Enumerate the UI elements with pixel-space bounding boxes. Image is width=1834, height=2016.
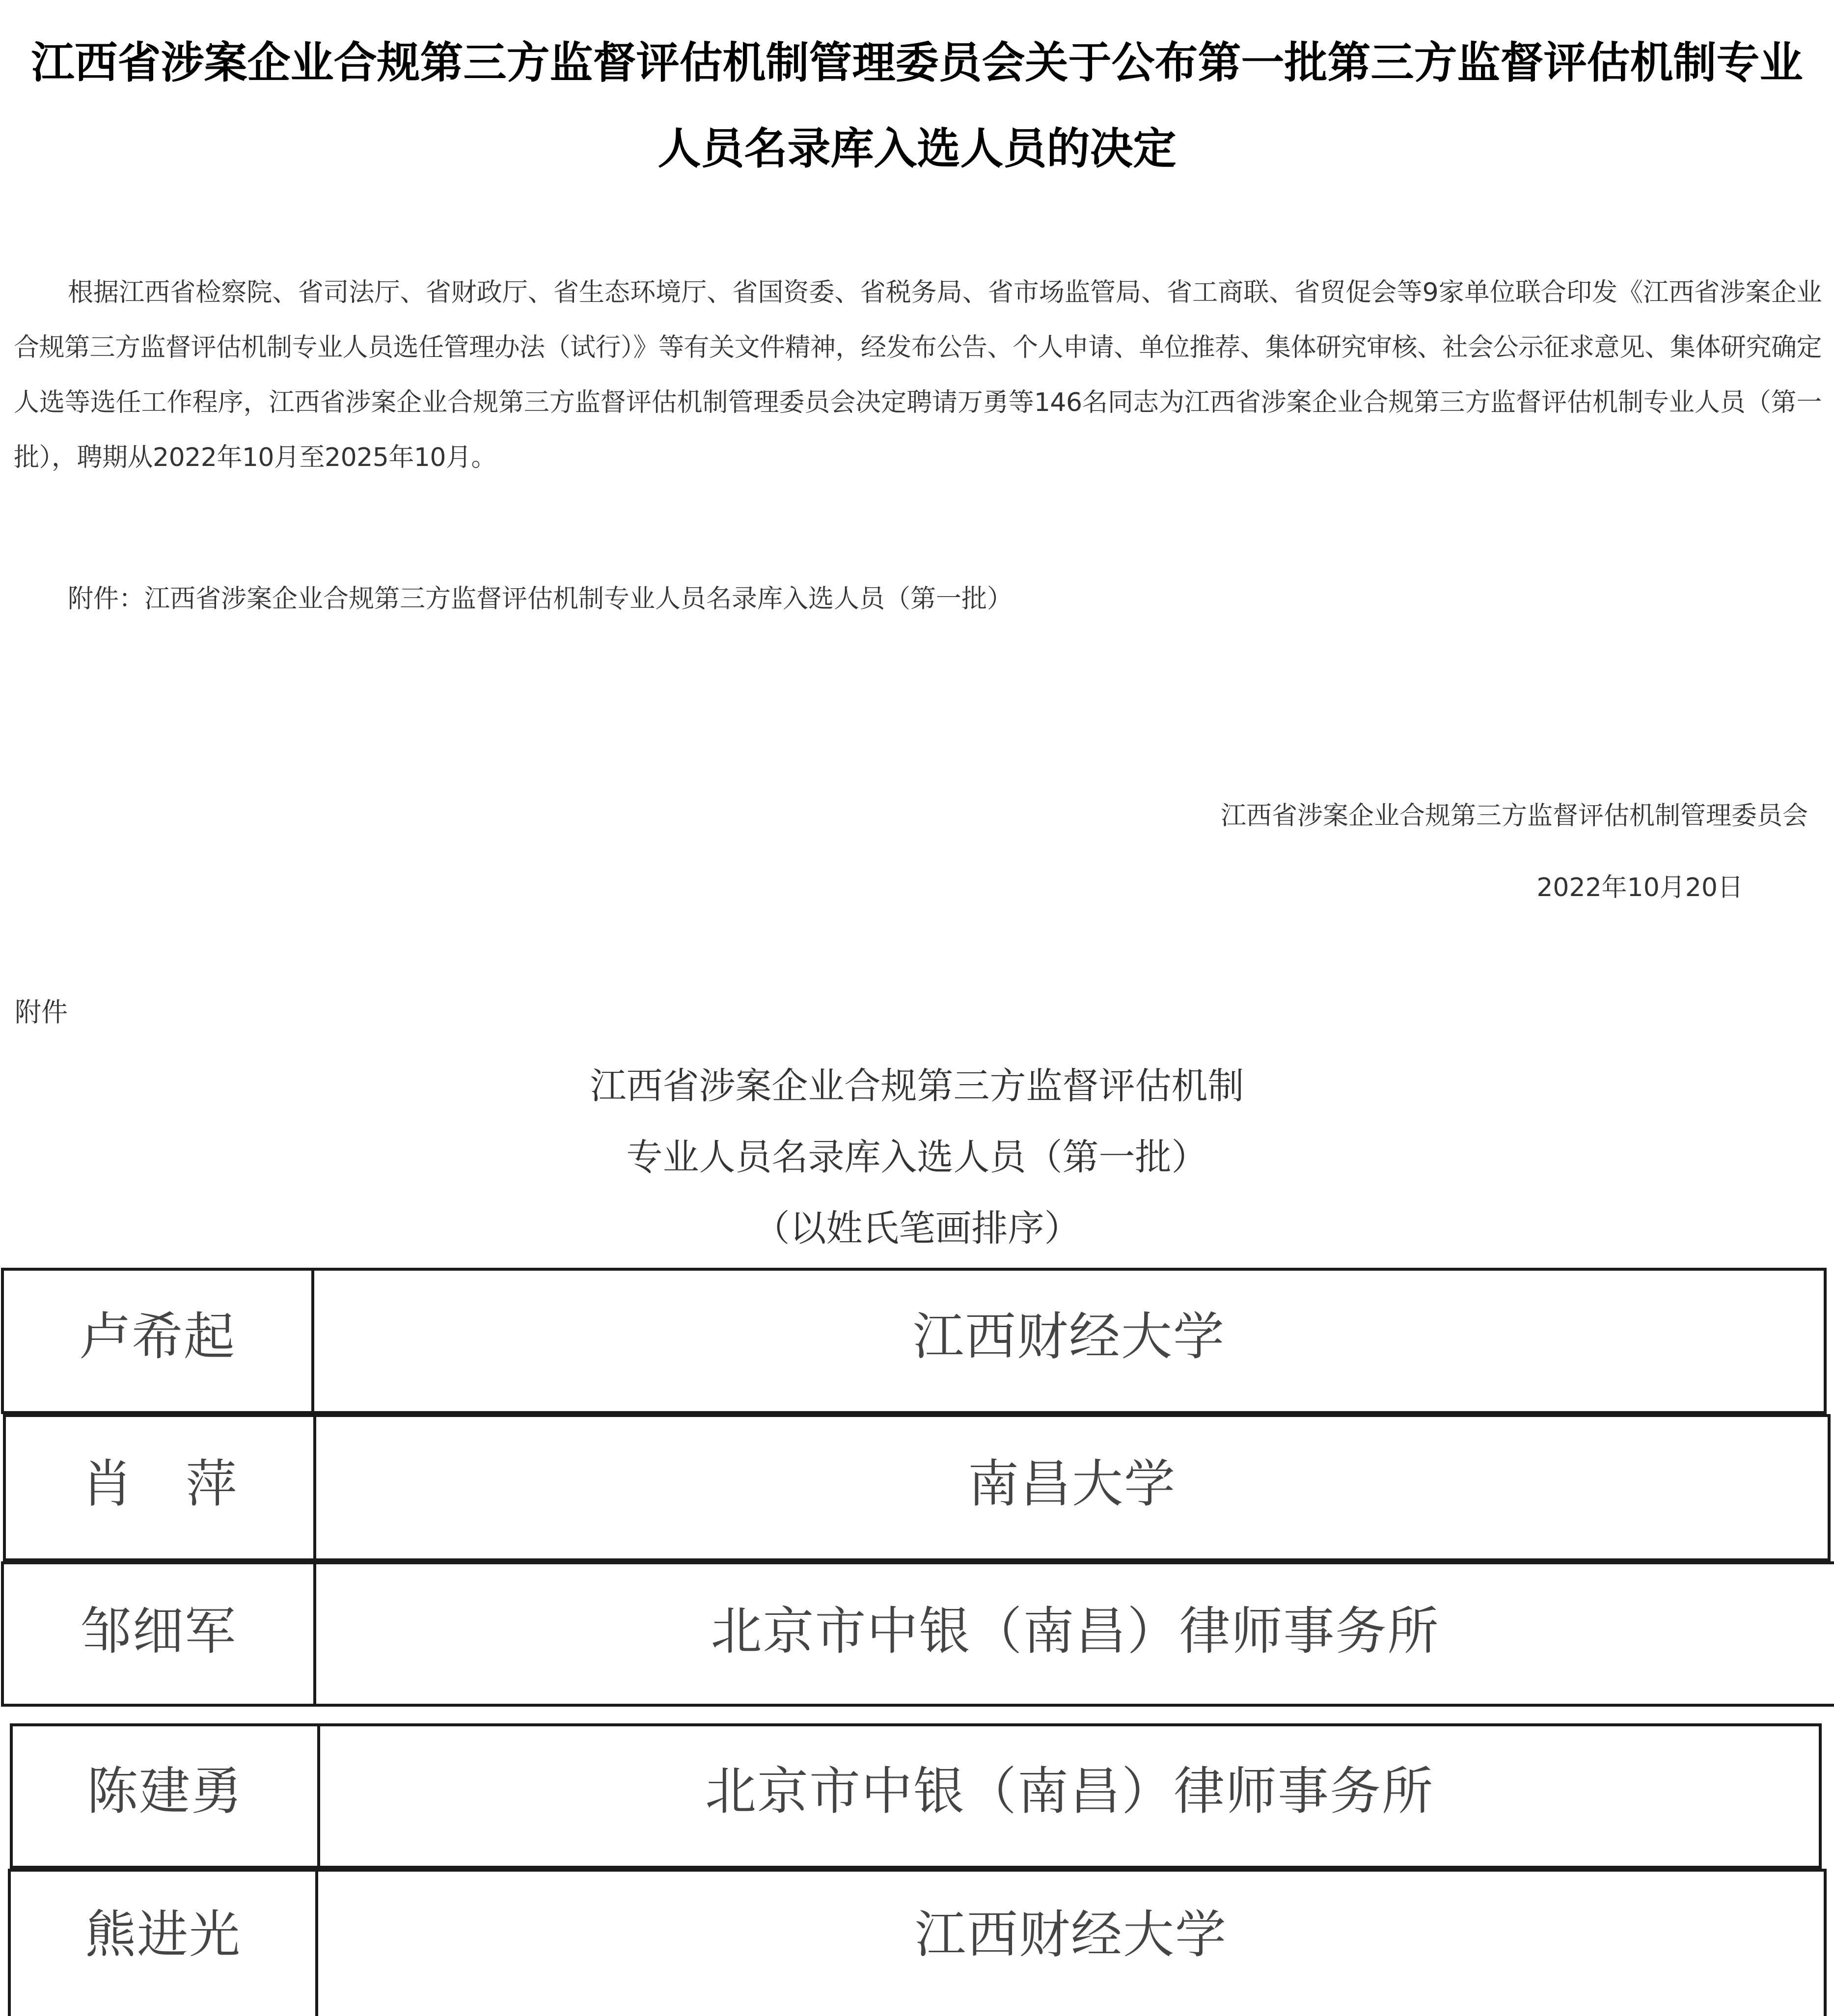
document-title: 江西省涉案企业合规第三方监督评估机制管理委员会关于公布第一批第三方监督评估机制专业人员名录库入选人员的决定 <box>31 37 1803 174</box>
name-cell <box>4 1564 316 1704</box>
document-body: 根据江西省检察院、省司法厅、省财政厅、省生态环境厅、省国资委、省税务局、省市场监管局、省工商联、省贸促会等9家单位联合印发《江西省涉案企业合规第三方监督评估机制专业人员选任管理办法（试行）》等有关文件精神，经发布公告、个人申请、单位推荐、集体研究审核、社会公示征求意见、集体研究确定人选等选任工作程序，江西省涉案企业合规第三方监督评估机制管理委员会决定聘请万勇等146名同志为江西省涉案企业合规第三方监督评估机制专业人员（第一批），聘期从2022年10月至2025年10月。 <box>14 278 1822 472</box>
person-name: 肖 萍 <box>81 1454 238 1514</box>
table-row <box>10 1723 1822 1869</box>
attachment-heading-line: （以姓氏笔画排序） <box>753 1207 1081 1250</box>
organization-name: 江西财经大学 <box>912 1307 1225 1366</box>
attachment-heading <box>0 1051 1834 1264</box>
organization-name: 南昌大学 <box>967 1454 1176 1514</box>
name-cell <box>11 1872 318 2016</box>
attachment-note: 附件：江西省涉案企业合规第三方监督评估机制专业人员名录库入选人员（第一批） <box>68 584 1013 614</box>
attachment-heading-line: 江西省涉案企业合规第三方监督评估机制 <box>590 1065 1244 1107</box>
person-name: 陈建勇 <box>86 1761 243 1821</box>
org-cell <box>316 1417 1828 1558</box>
name-cell <box>13 1726 320 1866</box>
table-row <box>1 1268 1827 1414</box>
issue-date: 2022年10月20日 <box>1536 873 1743 902</box>
attachment-label: 附件 <box>15 997 68 1028</box>
org-cell <box>316 1564 1834 1704</box>
person-name: 邹细军 <box>80 1601 237 1661</box>
table-row <box>3 1414 1831 1561</box>
name-cell <box>4 1271 314 1411</box>
table-row <box>1 1561 1834 1707</box>
person-name: 卢希起 <box>79 1307 236 1366</box>
attachment-heading-line: 专业人员名录库入选人员（第一批） <box>626 1136 1208 1178</box>
organization-name: 江西财经大学 <box>914 1905 1227 1964</box>
org-cell <box>320 1726 1819 1866</box>
organization-name: 北京市中银（南昌）律师事务所 <box>705 1761 1434 1821</box>
table-row <box>8 1869 1827 2016</box>
organization-name: 北京市中银（南昌）律师事务所 <box>711 1601 1440 1661</box>
org-cell <box>314 1271 1824 1411</box>
org-cell <box>318 1872 1824 2016</box>
name-cell <box>6 1417 316 1558</box>
person-name: 熊进光 <box>84 1905 241 1964</box>
issuer-signature: 江西省涉案企业合规第三方监督评估机制管理委员会 <box>1220 801 1808 831</box>
